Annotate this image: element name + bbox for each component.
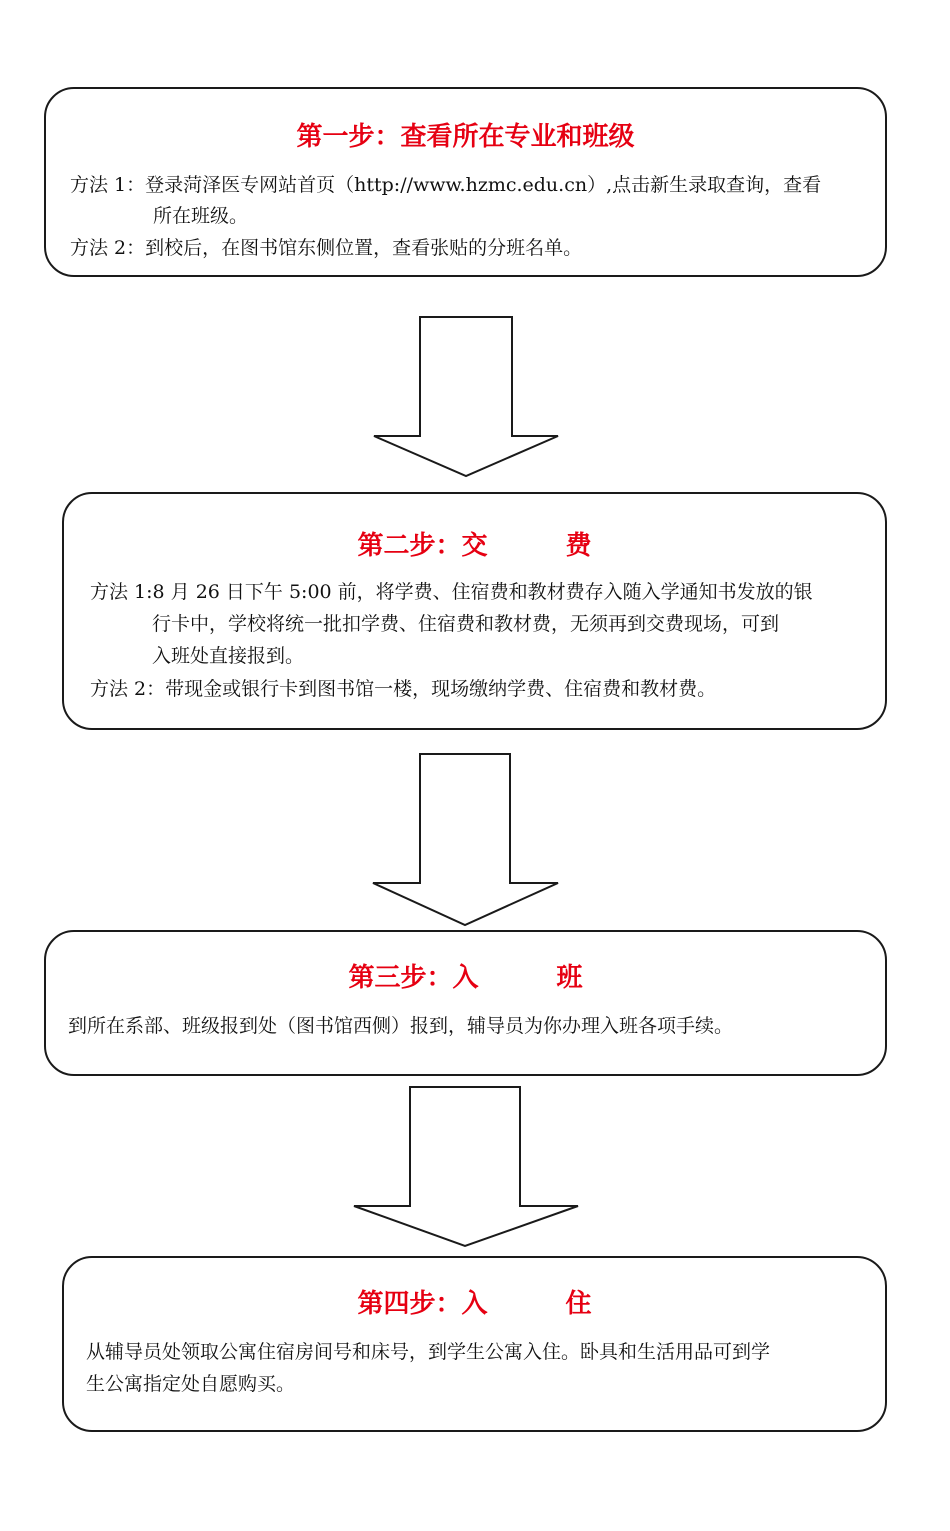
step-2-title: 第二步：交 费	[357, 531, 592, 561]
step-4-title: 第四步：入 住	[357, 1289, 592, 1319]
step-2-line-2: 行卡中，学校将统一批扣学费、住宿费和教材费，无须再到交费现场，可到	[152, 613, 780, 635]
down-arrow-icon	[370, 753, 560, 927]
step-2-line-1: 方法 1:8 月 26 日下午 5:00 前，将学费、住宿费和教材费存入随入学通知书发放的银	[90, 581, 813, 603]
step-4-line-2: 生公寓指定处自愿购买。	[86, 1373, 296, 1395]
step-4-box	[62, 1256, 887, 1432]
step-1-line-2: 所在班级。	[153, 205, 249, 227]
step-2-line-4: 方法 2：带现金或银行卡到图书馆一楼，现场缴纳学费、住宿费和教材费。	[90, 678, 717, 700]
step-1-title: 第一步：查看所在专业和班级	[296, 122, 635, 152]
step-3-line-1: 到所在系部、班级报到处（图书馆西侧）报到，辅导员为你办理入班各项手续。	[68, 1015, 734, 1037]
step-3-title: 第三步：入 班	[348, 963, 583, 993]
step-4-line-1: 从辅导员处领取公寓住宿房间号和床号，到学生公寓入住。卧具和生活用品可到学	[86, 1341, 771, 1363]
step-1-line-3: 方法 2：到校后，在图书馆东侧位置，查看张贴的分班名单。	[70, 237, 583, 259]
step-3-box	[44, 930, 887, 1076]
step-1-line-1: 方法 1：登录菏泽医专网站首页（http://www.hzmc.edu.cn）,点击新生录取查询，查看	[70, 174, 822, 196]
step-2-box	[62, 492, 887, 730]
step-1-box	[44, 87, 887, 277]
step-2-line-3: 入班处直接报到。	[152, 645, 305, 667]
down-arrow-icon	[370, 316, 560, 478]
down-arrow-icon	[352, 1086, 580, 1248]
